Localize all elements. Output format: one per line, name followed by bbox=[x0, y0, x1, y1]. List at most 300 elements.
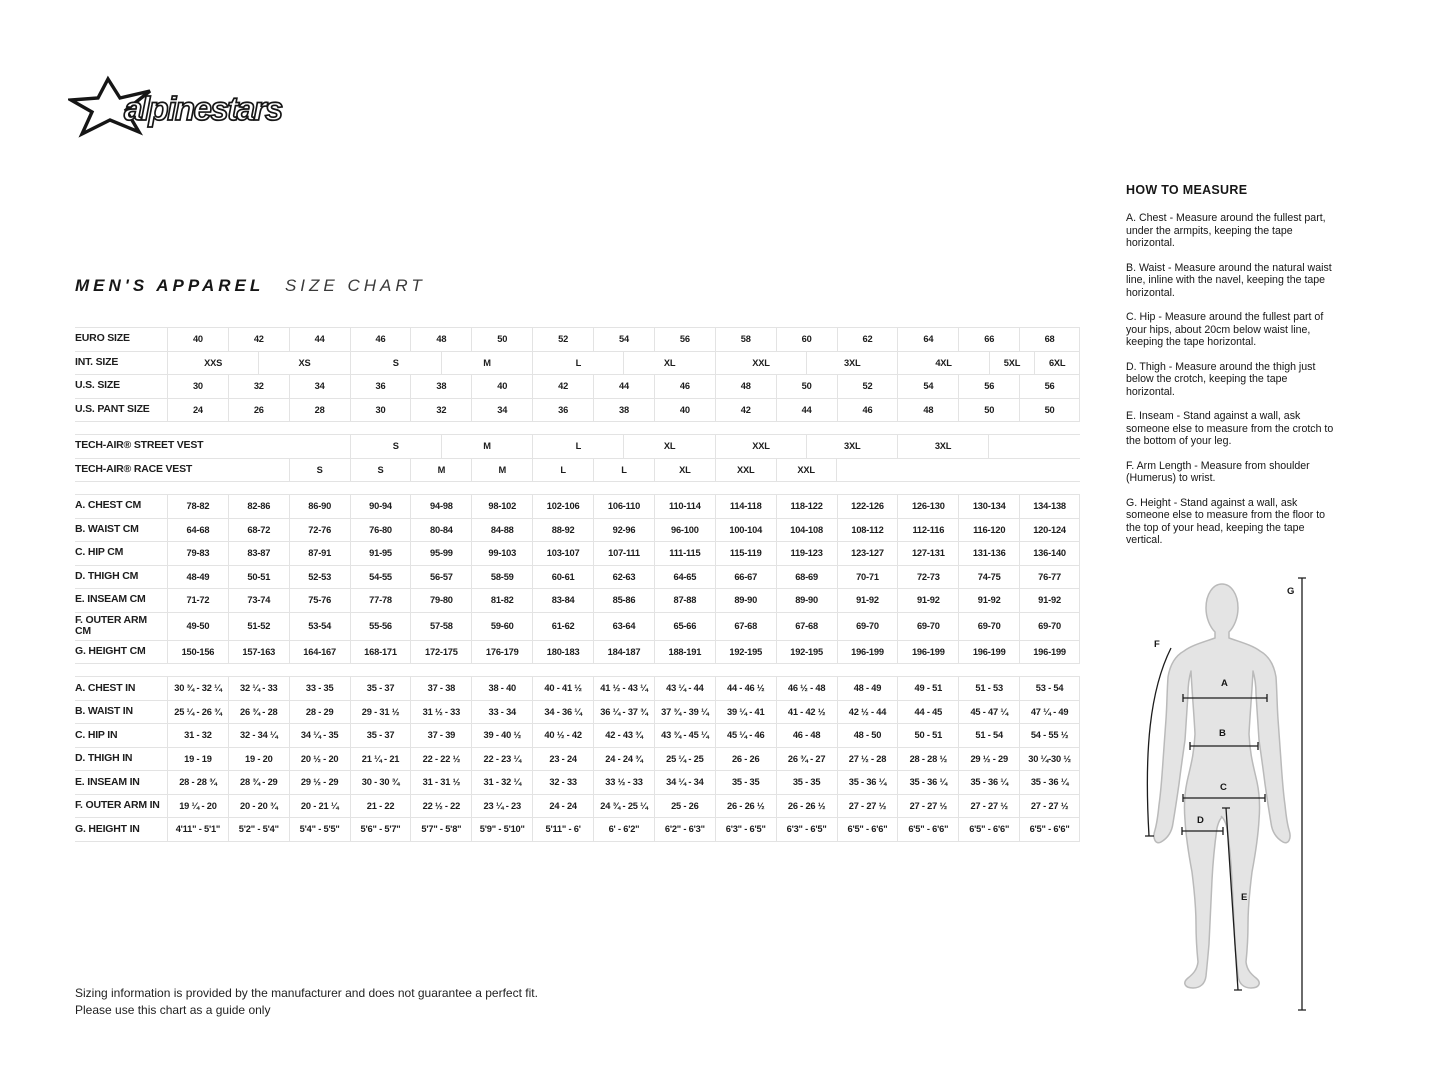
size-cell: 24 ¾ - 25 ¼ bbox=[593, 795, 654, 818]
size-cell: 74-75 bbox=[958, 566, 1019, 589]
size-cell: 62 bbox=[837, 328, 898, 351]
size-cell: 67-68 bbox=[776, 613, 837, 640]
size-cell: 196-199 bbox=[837, 641, 898, 664]
size-cell: 23 - 24 bbox=[532, 748, 593, 771]
size-cell: 34 bbox=[471, 399, 532, 422]
size-cell: 70-71 bbox=[837, 566, 898, 589]
size-cell: 130-134 bbox=[958, 495, 1019, 518]
size-cell: 51-52 bbox=[228, 613, 289, 640]
size-cell: 65-66 bbox=[654, 613, 715, 640]
figure-label-chest: A bbox=[1221, 678, 1228, 689]
size-cell: XL bbox=[623, 352, 714, 375]
row-label: A. CHEST CM bbox=[75, 499, 142, 512]
size-cell: 46 - 48 bbox=[776, 724, 837, 747]
size-cell: 192-195 bbox=[715, 641, 776, 664]
size-cell: 66-67 bbox=[715, 566, 776, 589]
size-cell: 102-106 bbox=[532, 495, 593, 518]
size-cell: 56 bbox=[654, 328, 715, 351]
size-cell: 22 - 23 ¼ bbox=[471, 748, 532, 771]
size-cell: 34 ¼ - 35 bbox=[289, 724, 350, 747]
size-cell: 42 bbox=[228, 328, 289, 351]
size-cell: 68-69 bbox=[776, 566, 837, 589]
size-cell: 28 ¾ - 29 bbox=[228, 771, 289, 794]
size-cell: 68 bbox=[1019, 328, 1080, 351]
size-cell: 5'6" - 5'7" bbox=[350, 818, 411, 841]
row-label: C. HIP IN bbox=[75, 728, 118, 741]
row-label: G. HEIGHT IN bbox=[75, 822, 140, 835]
size-cell: 66 bbox=[958, 328, 1019, 351]
size-cell: 6'5" - 6'6" bbox=[958, 818, 1019, 841]
size-cell: 60 bbox=[776, 328, 837, 351]
size-cell: 44 - 45 bbox=[897, 701, 958, 724]
size-cell: 116-120 bbox=[958, 519, 1019, 542]
size-cell: 172-175 bbox=[410, 641, 471, 664]
size-cell: 29 ½ - 29 bbox=[289, 771, 350, 794]
size-cell: S bbox=[350, 352, 441, 375]
measure-instruction-thigh: D. Thigh - Measure around the thigh just below the crotch, keeping the tape horizontal. bbox=[1126, 360, 1316, 398]
size-cell: 5'4" - 5'5" bbox=[289, 818, 350, 841]
size-cell: 21 ¼ - 21 bbox=[350, 748, 411, 771]
empty-cell bbox=[837, 459, 1080, 482]
row-label: A. CHEST IN bbox=[75, 681, 136, 694]
size-cell: 64-65 bbox=[654, 566, 715, 589]
size-cell: 33 ½ - 33 bbox=[593, 771, 654, 794]
size-cell: 46 bbox=[837, 399, 898, 422]
size-cell: 83-84 bbox=[532, 589, 593, 612]
size-cell: M bbox=[441, 435, 532, 458]
size-cell: 75-76 bbox=[289, 589, 350, 612]
size-cell: 32 bbox=[228, 375, 289, 398]
size-cell: 5'7" - 5'8" bbox=[410, 818, 471, 841]
size-cell: 5'9" - 5'10" bbox=[471, 818, 532, 841]
table-row bbox=[75, 771, 1080, 795]
size-cell: 38 bbox=[593, 399, 654, 422]
size-cell: 26 - 26 bbox=[715, 748, 776, 771]
size-cell: 34 - 36 ¼ bbox=[532, 701, 593, 724]
size-cell: 44 bbox=[289, 328, 350, 351]
size-cell: 188-191 bbox=[654, 641, 715, 664]
size-cell: 63-64 bbox=[593, 613, 654, 640]
size-cell: S bbox=[289, 459, 350, 482]
size-cell: 196-199 bbox=[1019, 641, 1080, 664]
size-cell: 22 ½ - 22 bbox=[410, 795, 471, 818]
size-cell: 115-119 bbox=[715, 542, 776, 565]
size-cell: 50 bbox=[958, 399, 1019, 422]
row-label: EURO SIZE bbox=[75, 332, 130, 345]
table-gap bbox=[75, 664, 1080, 676]
size-cell: 48-49 bbox=[167, 566, 228, 589]
size-cell: 180-183 bbox=[532, 641, 593, 664]
size-cell: 41 - 42 ½ bbox=[776, 701, 837, 724]
size-cell: 150-156 bbox=[167, 641, 228, 664]
size-cell: 31 ½ - 33 bbox=[410, 701, 471, 724]
size-cell: 22 - 22 ½ bbox=[410, 748, 471, 771]
size-cell: 88-92 bbox=[532, 519, 593, 542]
size-cell: 51 - 54 bbox=[958, 724, 1019, 747]
size-cell: 28 - 28 ¾ bbox=[167, 771, 228, 794]
size-cell: 176-179 bbox=[471, 641, 532, 664]
table-row bbox=[75, 494, 1080, 519]
size-cell: XXL bbox=[715, 435, 806, 458]
size-cell: 6'5" - 6'6" bbox=[897, 818, 958, 841]
size-cell: 42 bbox=[532, 375, 593, 398]
table-gap bbox=[75, 422, 1080, 434]
size-cell: 34 ¼ - 34 bbox=[654, 771, 715, 794]
size-cell: 5XL bbox=[989, 352, 1035, 375]
size-cell: M bbox=[441, 352, 532, 375]
size-cell: 4XL bbox=[897, 352, 988, 375]
size-cell: 6'3" - 6'5" bbox=[715, 818, 776, 841]
title-secondary: SIZE CHART bbox=[284, 276, 426, 295]
size-cell: 40 ½ - 42 bbox=[532, 724, 593, 747]
size-cell: 46 bbox=[654, 375, 715, 398]
size-cell: 34 bbox=[289, 375, 350, 398]
size-cell: 91-92 bbox=[897, 589, 958, 612]
size-cell: 108-112 bbox=[837, 519, 898, 542]
size-cell: 29 ½ - 29 bbox=[958, 748, 1019, 771]
size-cell: 91-95 bbox=[350, 542, 411, 565]
size-cell: 54-55 bbox=[350, 566, 411, 589]
size-cell: 114-118 bbox=[715, 495, 776, 518]
size-cell: XL bbox=[654, 459, 715, 482]
size-cell: 86-90 bbox=[289, 495, 350, 518]
size-cell: 48 bbox=[897, 399, 958, 422]
table-row bbox=[75, 542, 1080, 566]
size-cell: 26 - 26 ½ bbox=[776, 795, 837, 818]
size-cell: L bbox=[532, 459, 593, 482]
row-label: U.S. SIZE bbox=[75, 379, 120, 392]
size-cell: 62-63 bbox=[593, 566, 654, 589]
size-cell: 71-72 bbox=[167, 589, 228, 612]
figure-label-inseam: E bbox=[1241, 892, 1248, 903]
figure-label-arm: F bbox=[1154, 639, 1160, 650]
measure-instruction-inseam: E. Inseam - Stand against a wall, ask someone else to measure from the crotch to the bottom of your leg. bbox=[1126, 410, 1334, 447]
size-cell: 19 - 19 bbox=[167, 748, 228, 771]
size-cell: L bbox=[593, 459, 654, 482]
size-cell: 77-78 bbox=[350, 589, 411, 612]
size-cell: 40 bbox=[654, 399, 715, 422]
measure-instruction-chest: A. Chest - Measure around the fullest part, under the armpits, keeping the tape horizontal. bbox=[1126, 212, 1326, 249]
size-cell: 35 - 37 bbox=[350, 724, 411, 747]
size-cell: 103-107 bbox=[532, 542, 593, 565]
size-cell: 67-68 bbox=[715, 613, 776, 640]
size-cell: 56-57 bbox=[410, 566, 471, 589]
size-cell: 46 bbox=[350, 328, 411, 351]
size-cell: 56 bbox=[958, 375, 1019, 398]
size-cell: 6'3" - 6'5" bbox=[776, 818, 837, 841]
measure-instruction-waist: B. Waist - Measure around the natural waist line, inline with the navel, keeping the tape horizontal. bbox=[1126, 261, 1332, 299]
size-cell: 45 - 47 ¼ bbox=[958, 701, 1019, 724]
size-cell: 120-124 bbox=[1019, 519, 1080, 542]
size-cell: 21 - 22 bbox=[350, 795, 411, 818]
size-cell: 127-131 bbox=[897, 542, 958, 565]
size-cell: 119-123 bbox=[776, 542, 837, 565]
size-cell: 25 ¼ - 25 bbox=[654, 748, 715, 771]
size-cell: 37 - 39 bbox=[410, 724, 471, 747]
size-cell: 5'11" - 6' bbox=[532, 818, 593, 841]
size-cell: 35 - 36 ¼ bbox=[837, 771, 898, 794]
size-cell: 46 ½ - 48 bbox=[776, 677, 837, 700]
size-cell: 50 bbox=[1019, 399, 1080, 422]
size-cell: 32 - 33 bbox=[532, 771, 593, 794]
size-cell: 54 bbox=[593, 328, 654, 351]
row-label: B. WAIST IN bbox=[75, 705, 133, 718]
size-cell: 41 ½ - 43 ¼ bbox=[593, 677, 654, 700]
size-cell: 48 bbox=[715, 375, 776, 398]
size-cell: 19 - 20 bbox=[228, 748, 289, 771]
size-cell: 106-110 bbox=[593, 495, 654, 518]
disclaimer-line1: Sizing information is provided by the manufacturer and does not guarantee a perfect fit. bbox=[75, 986, 538, 1000]
size-cell: L bbox=[532, 352, 623, 375]
size-cell: 37 - 38 bbox=[410, 677, 471, 700]
size-cell: 60-61 bbox=[532, 566, 593, 589]
size-cell: 28 - 29 bbox=[289, 701, 350, 724]
size-cell: 6'5" - 6'6" bbox=[837, 818, 898, 841]
size-cell: 68-72 bbox=[228, 519, 289, 542]
size-cell: 72-76 bbox=[289, 519, 350, 542]
figure-label-height: G bbox=[1287, 586, 1295, 597]
size-cell: XXL bbox=[715, 352, 806, 375]
size-cell: 33 - 34 bbox=[471, 701, 532, 724]
size-cell: 90-94 bbox=[350, 495, 411, 518]
size-cell: 112-116 bbox=[897, 519, 958, 542]
size-cell: 79-83 bbox=[167, 542, 228, 565]
size-cell: XXL bbox=[776, 459, 837, 482]
size-cell: 38 - 40 bbox=[471, 677, 532, 700]
size-cell: 40 - 41 ½ bbox=[532, 677, 593, 700]
size-cell: 30 bbox=[350, 399, 411, 422]
how-to-measure-heading: HOW TO MEASURE bbox=[1126, 183, 1248, 197]
size-cell: 40 bbox=[167, 328, 228, 351]
size-cell: 53-54 bbox=[289, 613, 350, 640]
size-cell: 122-126 bbox=[837, 495, 898, 518]
title-primary: MEN'S APPAREL bbox=[75, 276, 265, 295]
size-cell: 20 ½ - 20 bbox=[289, 748, 350, 771]
size-cell: 89-90 bbox=[776, 589, 837, 612]
size-cell: XXL bbox=[715, 459, 776, 482]
size-cell: 30 bbox=[167, 375, 228, 398]
size-cell: M bbox=[410, 459, 471, 482]
size-cell: 196-199 bbox=[897, 641, 958, 664]
size-cell: 52 bbox=[837, 375, 898, 398]
row-label: D. THIGH CM bbox=[75, 569, 139, 582]
size-cell: 99-103 bbox=[471, 542, 532, 565]
size-cell: 25 - 26 bbox=[654, 795, 715, 818]
table-row bbox=[75, 748, 1080, 772]
size-cell: 39 - 40 ½ bbox=[471, 724, 532, 747]
size-cell: 78-82 bbox=[167, 495, 228, 518]
size-cell: 58 bbox=[715, 328, 776, 351]
size-cell: 6'2" - 6'3" bbox=[654, 818, 715, 841]
brand-logo-svg bbox=[68, 74, 320, 138]
table-row bbox=[75, 589, 1080, 613]
size-cell: 196-199 bbox=[958, 641, 1019, 664]
size-cell: S bbox=[350, 435, 441, 458]
row-label: C. HIP CM bbox=[75, 546, 124, 559]
size-cell: 42 - 43 ¾ bbox=[593, 724, 654, 747]
measure-instruction-arm-length: F. Arm Length - Measure from shoulder (Humerus) to wrist. bbox=[1126, 459, 1310, 484]
table-row bbox=[75, 724, 1080, 748]
size-cell: 3XL bbox=[897, 435, 988, 458]
size-cell: 80-84 bbox=[410, 519, 471, 542]
size-cell: 59-60 bbox=[471, 613, 532, 640]
size-cell: 27 - 27 ½ bbox=[1019, 795, 1080, 818]
size-cell: 73-74 bbox=[228, 589, 289, 612]
size-cell: 52 bbox=[532, 328, 593, 351]
size-cell: 26 ¾ - 27 bbox=[776, 748, 837, 771]
row-label: E. INSEAM CM bbox=[75, 593, 146, 606]
size-cell: 69-70 bbox=[958, 613, 1019, 640]
size-cell: 38 bbox=[410, 375, 471, 398]
size-cell: 35 - 37 bbox=[350, 677, 411, 700]
size-cell: 76-80 bbox=[350, 519, 411, 542]
size-cell: 6' - 6'2" bbox=[593, 818, 654, 841]
size-cell: 126-130 bbox=[897, 495, 958, 518]
table-row bbox=[75, 613, 1080, 641]
size-cell: 35 - 36 ¼ bbox=[1019, 771, 1080, 794]
size-cell: 51 - 53 bbox=[958, 677, 1019, 700]
size-cell: 25 ¼ - 26 ¾ bbox=[167, 701, 228, 724]
row-label: E. INSEAM IN bbox=[75, 775, 140, 788]
size-cell: 35 - 36 ¼ bbox=[958, 771, 1019, 794]
size-cell: 168-171 bbox=[350, 641, 411, 664]
how-to-measure bbox=[1126, 183, 1338, 559]
size-cell: 55-56 bbox=[350, 613, 411, 640]
size-cell: 24 bbox=[167, 399, 228, 422]
size-cell: 107-111 bbox=[593, 542, 654, 565]
size-cell: 69-70 bbox=[1019, 613, 1080, 640]
size-cell: 36 ¼ - 37 ¾ bbox=[593, 701, 654, 724]
disclaimer bbox=[75, 985, 538, 1019]
row-label: TECH-AIR® RACE VEST bbox=[75, 462, 193, 475]
size-cell: 84-88 bbox=[471, 519, 532, 542]
size-cell: 20 - 20 ¾ bbox=[228, 795, 289, 818]
size-cell: 6'5" - 6'6" bbox=[1019, 818, 1080, 841]
size-cell: XXS bbox=[167, 352, 258, 375]
size-cell: 27 - 27 ½ bbox=[958, 795, 1019, 818]
size-cell: 69-70 bbox=[837, 613, 898, 640]
size-cell: 28 bbox=[289, 399, 350, 422]
size-cell: 26 bbox=[228, 399, 289, 422]
size-cell: 91-92 bbox=[958, 589, 1019, 612]
size-cell: 19 ¼ - 20 bbox=[167, 795, 228, 818]
size-cell: 100-104 bbox=[715, 519, 776, 542]
size-cell: XL bbox=[623, 435, 714, 458]
row-label: F. OUTER ARM CM bbox=[75, 613, 147, 638]
size-cell: 131-136 bbox=[958, 542, 1019, 565]
size-cell: 118-122 bbox=[776, 495, 837, 518]
size-cell: 48 bbox=[410, 328, 471, 351]
page-title bbox=[75, 276, 426, 296]
size-cell: 44 - 46 ½ bbox=[715, 677, 776, 700]
size-cell: 52-53 bbox=[289, 566, 350, 589]
row-label: G. HEIGHT CM bbox=[75, 645, 146, 658]
row-label: D. THIGH IN bbox=[75, 752, 133, 765]
size-cell: 24 - 24 bbox=[532, 795, 593, 818]
size-cell: 164-167 bbox=[289, 641, 350, 664]
size-cell: 89-90 bbox=[715, 589, 776, 612]
size-cell: 27 - 27 ½ bbox=[837, 795, 898, 818]
size-cell: 39 ¼ - 41 bbox=[715, 701, 776, 724]
size-cell: 43 ¾ - 45 ¼ bbox=[654, 724, 715, 747]
table-row bbox=[75, 327, 1080, 352]
size-cell: 44 bbox=[776, 399, 837, 422]
size-cell: 3XL bbox=[806, 352, 897, 375]
size-cell: 35 - 35 bbox=[715, 771, 776, 794]
size-cell: 31 - 32 bbox=[167, 724, 228, 747]
size-table bbox=[75, 327, 1080, 842]
size-cell: 111-115 bbox=[654, 542, 715, 565]
size-cell: 50 - 51 bbox=[897, 724, 958, 747]
size-cell: 37 ¾ - 39 ¼ bbox=[654, 701, 715, 724]
table-gap bbox=[75, 482, 1080, 494]
size-cell: 31 - 31 ½ bbox=[410, 771, 471, 794]
size-cell: 83-87 bbox=[228, 542, 289, 565]
size-cell: 87-88 bbox=[654, 589, 715, 612]
size-cell: 104-108 bbox=[776, 519, 837, 542]
row-label: B. WAIST CM bbox=[75, 522, 139, 535]
table-row bbox=[75, 701, 1080, 725]
body-figure bbox=[1140, 570, 1320, 1023]
size-cell: 58-59 bbox=[471, 566, 532, 589]
size-cell: 28 - 28 ½ bbox=[897, 748, 958, 771]
size-cell: 32 - 34 ¼ bbox=[228, 724, 289, 747]
table-row bbox=[75, 795, 1080, 819]
size-cell: 30 - 30 ¾ bbox=[350, 771, 411, 794]
size-cell: 30 ¾ - 32 ¼ bbox=[167, 677, 228, 700]
table-row bbox=[75, 375, 1080, 399]
size-cell: 27 - 27 ½ bbox=[897, 795, 958, 818]
size-cell: 27 ½ - 28 bbox=[837, 748, 898, 771]
figure-label-waist: B bbox=[1219, 728, 1226, 739]
size-cell: 92-96 bbox=[593, 519, 654, 542]
size-cell: 85-86 bbox=[593, 589, 654, 612]
size-cell: 36 bbox=[532, 399, 593, 422]
height-measure-line bbox=[1298, 578, 1306, 1010]
body-figure-svg bbox=[1140, 570, 1320, 1018]
size-cell: 87-91 bbox=[289, 542, 350, 565]
table-row bbox=[75, 352, 1080, 376]
size-cell: 50 bbox=[776, 375, 837, 398]
size-cell: 26 - 26 ½ bbox=[715, 795, 776, 818]
table-row bbox=[75, 399, 1080, 423]
size-cell: 44 bbox=[593, 375, 654, 398]
size-cell: 48 - 49 bbox=[837, 677, 898, 700]
size-cell: 36 bbox=[350, 375, 411, 398]
empty-cell bbox=[167, 459, 289, 482]
brand-logo bbox=[68, 74, 320, 143]
size-cell: 42 bbox=[715, 399, 776, 422]
size-cell: 23 ¼ - 23 bbox=[471, 795, 532, 818]
row-label: TECH-AIR® STREET VEST bbox=[75, 439, 204, 452]
size-cell: 82-86 bbox=[228, 495, 289, 518]
table-row bbox=[75, 676, 1080, 701]
size-cell: 157-163 bbox=[228, 641, 289, 664]
size-cell: 184-187 bbox=[593, 641, 654, 664]
size-cell: 43 ¼ - 44 bbox=[654, 677, 715, 700]
size-cell: 31 - 32 ¼ bbox=[471, 771, 532, 794]
size-cell: 48 - 50 bbox=[837, 724, 898, 747]
measure-instruction-hip: C. Hip - Measure around the fullest part of your hips, about 20cm below waist line, keeping the tape horizontal. bbox=[1126, 311, 1324, 348]
size-cell: 32 ¼ - 33 bbox=[228, 677, 289, 700]
table-row bbox=[75, 434, 1080, 459]
size-cell: 53 - 54 bbox=[1019, 677, 1080, 700]
size-cell: 134-138 bbox=[1019, 495, 1080, 518]
size-cell: 33 - 35 bbox=[289, 677, 350, 700]
size-cell: 47 ¼ - 49 bbox=[1019, 701, 1080, 724]
size-cell: 69-70 bbox=[897, 613, 958, 640]
size-cell: 6XL bbox=[1034, 352, 1080, 375]
